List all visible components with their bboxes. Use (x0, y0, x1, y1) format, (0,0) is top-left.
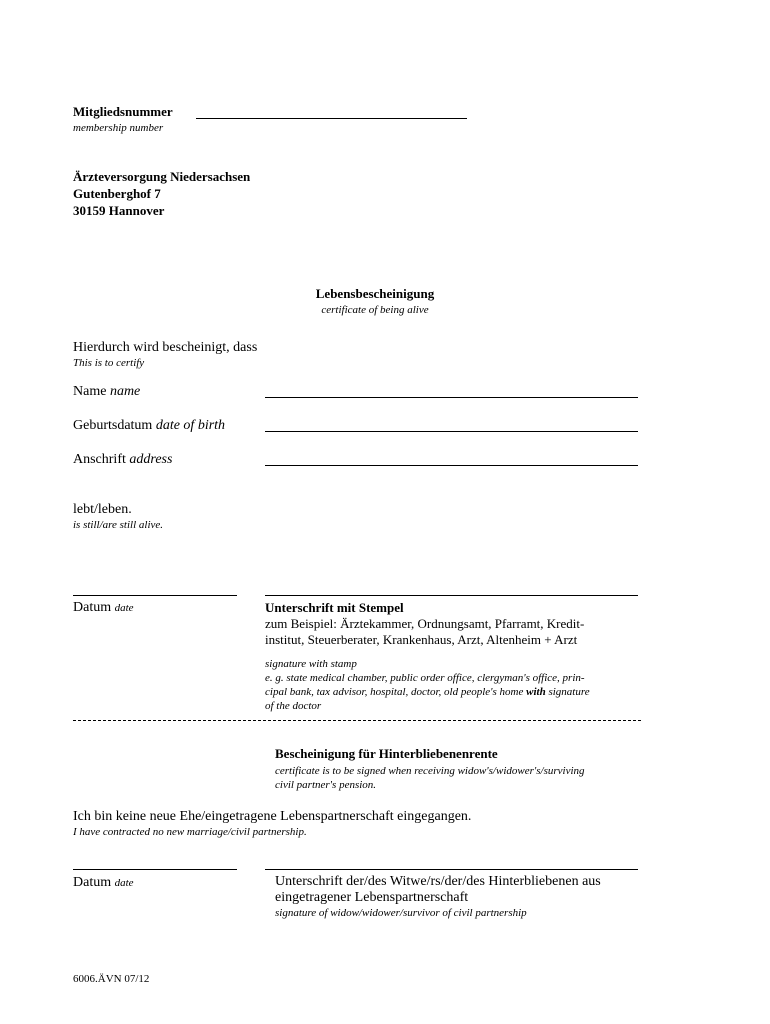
date-label-de: Datum (73, 600, 112, 615)
survivor-heading: Bescheinigung für Hinterbliebenenrente (275, 746, 498, 761)
name-field-line[interactable] (265, 397, 638, 398)
signature-en-line-3 (265, 685, 590, 699)
survivor-signature-label-en: signature of widow/widower/survivor of civil partnership (275, 907, 527, 919)
survivor-note-line-1: certificate is to be signed when receiving widow's/widower's/surviving (275, 765, 585, 777)
document-title-en: certificate of being alive (321, 304, 429, 316)
signature-en-line-1: signature with stamp (265, 658, 357, 670)
name-label-en: name (109, 384, 141, 399)
survivor-signature-label-line-2: eingetragener Lebenspartnerschaft (275, 890, 469, 905)
date-line[interactable] (73, 595, 237, 596)
signature-en-line-4: of the doctor (265, 700, 322, 712)
certify-text-en: This is to certify (73, 357, 145, 369)
signature-examples-line-2: institut, Steuerberater, Krankenhaus, Arzt, Altenheim + Arzt (265, 632, 578, 647)
address-label-de: Anschrift (73, 452, 126, 467)
name-field-label (73, 383, 140, 400)
address-line-3: 30159 Hannover (73, 203, 165, 218)
alive-text: lebt/leben. (73, 502, 132, 517)
form-code: 6006.ÄVN 07/12 (73, 973, 150, 985)
signature-examples-line-1: zum Beispiel: Ärztekammer, Ordnungsamt, Pfarramt, Kredit- (265, 616, 585, 631)
survivor-date-line[interactable] (73, 869, 237, 870)
address-field-line[interactable] (265, 465, 638, 466)
signature-stamp-heading: Unterschrift mit Stempel (265, 600, 404, 615)
signature-en-line-2: e. g. state medical chamber, public order office, clergyman's office, prin- (265, 672, 585, 684)
membership-label: Mitgliedsnummer (73, 104, 173, 119)
signature-en-line-3-a: cipal bank, tax advisor, hospital, doctor, old people's home (265, 686, 524, 698)
birthdate-label-de: Geburtsdatum (73, 418, 153, 433)
address-field-label (73, 451, 172, 468)
survivor-note-line-2: civil partner's pension. (275, 779, 377, 791)
document-title: Lebensbescheinigung (315, 286, 435, 301)
address-label-en: address (129, 452, 173, 467)
cut-separator (73, 720, 641, 721)
survivor-date-label (73, 874, 134, 891)
signature-en-line-3-bold: with (526, 686, 546, 698)
address-line-1: Ärzteversorgung Niedersachsen (73, 169, 251, 184)
birthdate-field-line[interactable] (265, 431, 638, 432)
date-label (73, 599, 134, 616)
survivor-date-label-en: date (114, 877, 134, 889)
survivor-statement: Ich bin keine neue Ehe/eingetragene Lebenspartnerschaft eingegangen. (73, 809, 472, 824)
address-line-2: Gutenberghof 7 (73, 186, 161, 201)
survivor-signature-line[interactable] (265, 869, 638, 870)
membership-number-line[interactable] (196, 118, 467, 119)
survivor-date-label-de: Datum (73, 875, 112, 890)
signature-stamp-line[interactable] (265, 595, 638, 596)
signature-en-line-3-b: signature (548, 686, 590, 698)
certify-text: Hierdurch wird bescheinigt, dass (73, 340, 258, 355)
date-label-en: date (114, 602, 134, 614)
birthdate-field-label (73, 417, 225, 434)
membership-label-en: membership number (73, 122, 164, 134)
survivor-statement-en: I have contracted no new marriage/civil partnership. (73, 826, 307, 838)
alive-text-en: is still/are still alive. (73, 519, 164, 531)
birthdate-label-en: date of birth (155, 418, 226, 433)
survivor-signature-label-line-1: Unterschrift der/des Witwe/rs/der/des Hinterbliebenen aus (275, 874, 601, 889)
name-label-de: Name (73, 384, 107, 399)
